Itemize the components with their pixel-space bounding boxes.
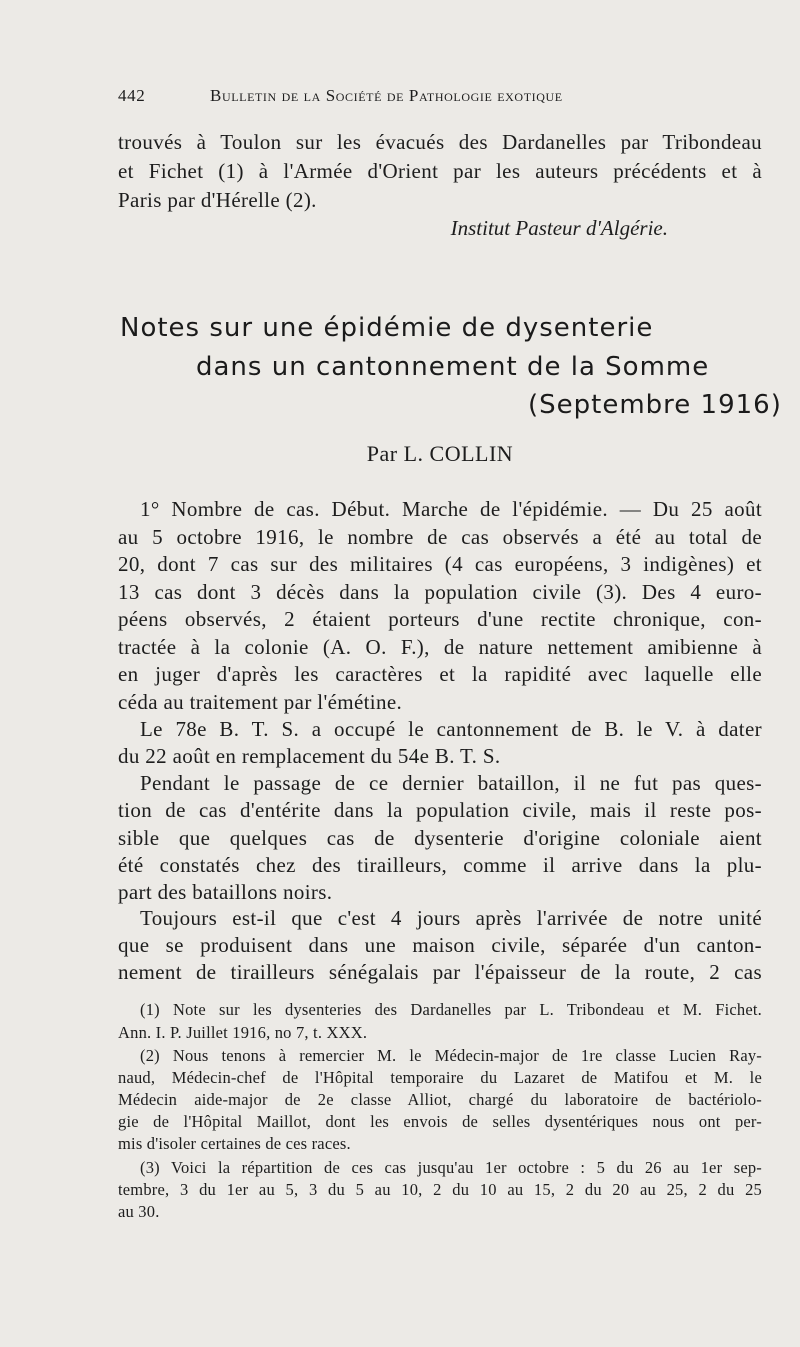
body-line-11: Pendant le passage de ce dernier bataillon, il ne fut pas ques- [140, 771, 762, 795]
footnote-2-line-5: mis d'isoler certaines de ces races. [118, 1134, 351, 1153]
body-line-17: que se produisent dans une maison civile, séparée d'un canton- [118, 933, 762, 957]
body-line-9: Le 78e B. T. S. a occupé le cantonnement de B. le V. à dater [140, 717, 762, 741]
footnote-2-line-3: Médecin aide-major de 2e classe Alliot, chargé du laboratoire de bactériolo- [118, 1090, 762, 1109]
body-line-13: sible que quelques cas de dysenterie d'origine coloniale aient [118, 826, 762, 850]
article-title-line-3: (Septembre 1916) [528, 390, 782, 420]
body-line-16: Toujours est-il que c'est 4 jours après l'arrivée de notre unité [140, 906, 762, 930]
article-title-line-2: dans un cantonnement de la Somme [196, 352, 710, 382]
body-line-4: 13 cas dont 3 décès dans la population civile (3). Des 4 euro- [118, 580, 762, 604]
prev-line-1: trouvés à Toulon sur les évacués des Dardanelles par Tribondeau [118, 130, 762, 154]
page-number: 442 [118, 86, 146, 105]
footnote-3-line-2: tembre, 3 du 1er au 5, 3 du 5 au 10, 2 du 10 au 15, 2 du 20 au 25, 2 du 25 [118, 1180, 762, 1199]
body-line-10: du 22 août en remplacement du 54e B. T. S. [118, 744, 501, 768]
institution-signature: Institut Pasteur d'Algérie. [450, 216, 668, 240]
article-author: Par L. COLLIN [366, 441, 514, 466]
body-line-15: part des bataillons noirs. [118, 880, 333, 904]
footnote-3-line-3: au 30. [118, 1202, 160, 1221]
body-line-12: tion de cas d'entérite dans la population civile, mais il reste pos- [118, 798, 762, 822]
body-line-6: tractée à la colonie (A. O. F.), de nature nettement amibienne à [118, 635, 762, 659]
body-line-8: céda au traitement par l'émétine. [118, 690, 403, 714]
journal-title: Bulletin de la Société de Pathologie exotique [210, 86, 563, 105]
body-line-3: 20, dont 7 cas sur des militaires (4 cas européens, 3 indigènes) et [118, 552, 762, 576]
body-line-7: en juger d'après les caractères et la rapidité avec laquelle elle [118, 662, 762, 686]
footnote-3-line-1: (3) Voici la répartition de ces cas jusqu'au 1er octobre : 5 du 26 au 1er sep- [140, 1158, 762, 1177]
footnote-2-line-2: naud, Médecin-chef de l'Hôpital temporaire du Lazaret de Matifou et M. le [118, 1068, 762, 1087]
prev-line-2: et Fichet (1) à l'Armée d'Orient par les auteurs précédents et à [118, 159, 762, 183]
body-line-5: péens observés, 2 étaient porteurs d'une rectite chronique, con- [118, 607, 762, 631]
body-line-14: été constatés chez des tirailleurs, comme il arrive dans la plu- [118, 853, 762, 877]
footnote-1-line-1: (1) Note sur les dysenteries des Dardanelles par L. Tribondeau et M. Fichet. [140, 1000, 762, 1019]
body-line-1: 1° Nombre de cas. Début. Marche de l'épidémie. — Du 25 août [140, 497, 762, 521]
body-line-18: nement de tirailleurs sénégalais par l'épaisseur de la route, 2 cas [118, 960, 762, 984]
article-title-line-1: Notes sur une épidémie de dysenterie [120, 313, 654, 343]
footnote-1-line-2: Ann. I. P. Juillet 1916, no 7, t. XXX. [118, 1023, 368, 1042]
footnote-2-line-1: (2) Nous tenons à remercier M. le Médecin-major de 1re classe Lucien Ray- [140, 1046, 762, 1065]
body-line-2: au 5 octobre 1916, le nombre de cas observés a été au total de [118, 525, 762, 549]
prev-line-3: Paris par d'Hérelle (2). [118, 188, 317, 212]
footnote-2-line-4: gie de l'Hôpital Maillot, dont les envois de selles dysentériques nous ont per- [118, 1112, 762, 1131]
